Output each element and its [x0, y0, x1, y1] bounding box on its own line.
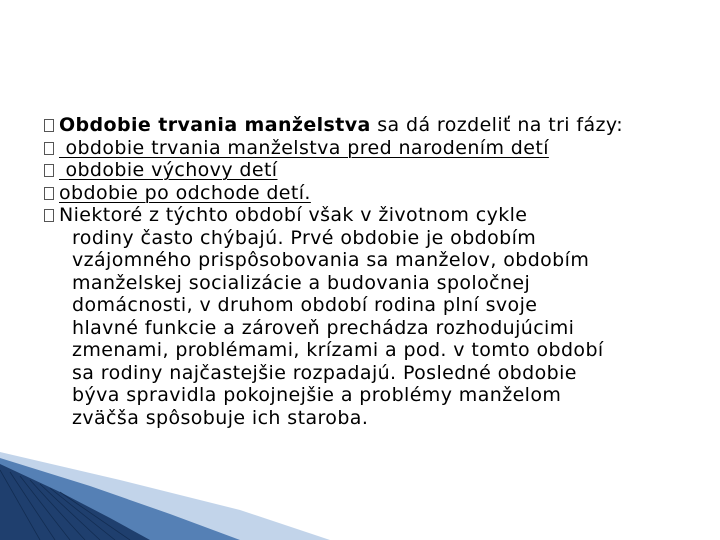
corner-wave-dark	[0, 464, 150, 540]
paragraph-line-3	[44, 249, 684, 272]
paragraph-text: vzájomného prispôsobovania sa manželov, obdobím	[72, 249, 590, 271]
paragraph-line-10	[44, 407, 684, 430]
corner-wave-mid	[0, 458, 240, 540]
corner-wave-light	[0, 452, 330, 540]
bullet-text: obdobie trvania manželstva pred narodením detí	[59, 136, 549, 159]
paragraph-text: zväčša spôsobuje ich staroba.	[72, 406, 369, 429]
bullet-box-icon	[44, 209, 54, 222]
paragraph-text: manželskej socializácie a budovania spoločnej	[72, 271, 531, 294]
paragraph-line-1	[44, 204, 684, 227]
paragraph-text: Niektoré z týchto období však v životnom cykle	[59, 204, 528, 226]
paragraph-line-8	[44, 362, 684, 385]
bullet-item-1	[44, 114, 684, 137]
bullet-box-icon	[44, 142, 54, 155]
bullet-bold-text: Obdobie trvania manželstva	[59, 114, 371, 136]
paragraph-text: hlavné funkcie a zároveň prechádza rozhodujúcimi	[72, 316, 575, 339]
bullet-box-icon	[44, 164, 54, 177]
slide-body	[44, 114, 684, 429]
paragraph-text: zmenami, problémami, krízami a pod. v tomto období	[72, 339, 604, 361]
paragraph-text: rodiny často chýbajú. Prvé obdobie je obdobím	[72, 226, 537, 249]
paragraph-line-5	[44, 294, 684, 317]
bullet-text: obdobie výchovy detí	[59, 159, 278, 181]
paragraph-text: sa rodiny najčastejšie rozpadajú. Posledné obdobie	[72, 361, 577, 384]
bullet-text: sa dá rozdeliť na tri fázy:	[370, 114, 623, 136]
paragraph-line-4	[44, 272, 684, 295]
paragraph-line-9	[44, 384, 684, 407]
paragraph-text: býva spravidla pokojnejšie a problémy manželom	[72, 384, 562, 406]
bullet-box-icon	[44, 119, 54, 132]
paragraph-line-7	[44, 339, 684, 362]
bullet-box-icon	[44, 187, 54, 200]
bullet-text: obdobie po odchode detí.	[59, 181, 311, 204]
bullet-item-2	[44, 137, 684, 160]
paragraph-line-2	[44, 227, 684, 250]
bullet-item-4	[44, 182, 684, 205]
bullet-item-3	[44, 159, 684, 182]
paragraph-text: domácnosti, v druhom období rodina plní svoje	[72, 294, 538, 316]
paragraph-line-6	[44, 317, 684, 340]
